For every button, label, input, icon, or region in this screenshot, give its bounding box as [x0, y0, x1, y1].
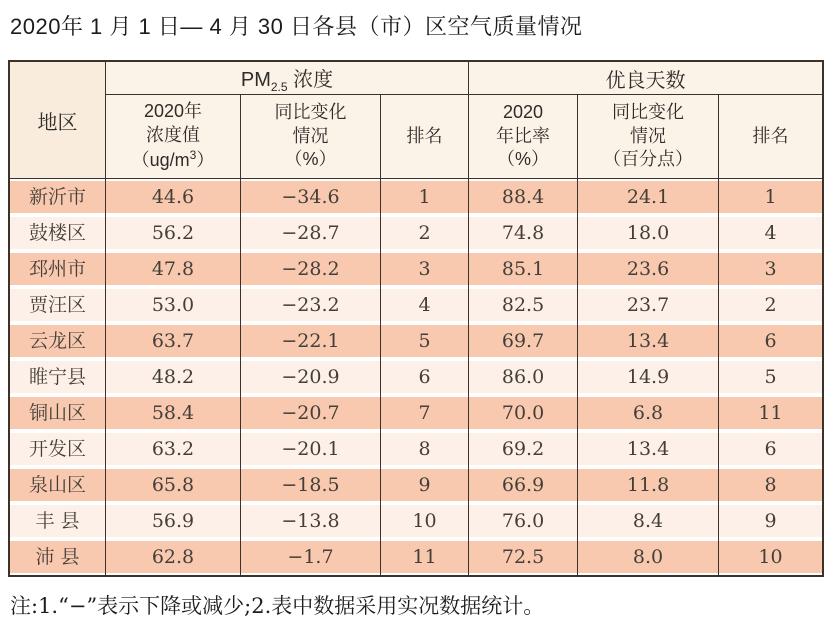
pm25-change-cell [240, 395, 380, 431]
pm25-rank-value: 7 [381, 397, 468, 429]
days-rank-cell [718, 179, 822, 215]
pm25-change-value: −1.7 [241, 541, 380, 573]
pm25-rank-value: 10 [381, 505, 468, 537]
pm25-conc-value: 56.2 [106, 217, 240, 249]
pm25-conc-cell [105, 215, 240, 251]
pm25-rank-cell [380, 251, 468, 287]
header-conc-2020 [105, 95, 240, 179]
days-rank-cell [718, 287, 822, 323]
days-rank-value: 6 [719, 325, 822, 357]
days-change-cell [577, 431, 718, 467]
table-row [10, 431, 822, 467]
region-value: 丰 县 [10, 505, 105, 537]
header-conc-change [240, 95, 380, 179]
pm25-change-value: −20.9 [241, 361, 380, 393]
days-change-cell [577, 179, 718, 215]
table-row [10, 179, 822, 215]
pm25-rank-value: 5 [381, 325, 468, 357]
pm25-conc-value: 63.7 [106, 325, 240, 357]
days-rank-value: 11 [719, 397, 822, 429]
days-change-value: 18.0 [578, 217, 718, 249]
pm25-conc-value: 48.2 [106, 361, 240, 393]
days-change-value: 23.7 [578, 289, 718, 321]
pm25-change-cell [240, 467, 380, 503]
region-value: 新沂市 [10, 181, 105, 213]
pm25-conc-cell [105, 179, 240, 215]
header-ratio-line2: 年比率 [496, 125, 551, 146]
pm25-label-prefix: PM [240, 68, 271, 91]
header-ratio-change-line2: 情况 [630, 125, 667, 146]
table-row [10, 359, 822, 395]
region-value: 睢宁县 [10, 361, 105, 393]
page-title: 2020年 1 月 1 日— 4 月 30 日各县（市）区空气质量情况 [10, 14, 583, 39]
days-change-cell [577, 539, 718, 575]
days-change-cell [577, 359, 718, 395]
region-value: 泉山区 [10, 469, 105, 501]
days-ratio-value: 69.7 [469, 325, 577, 357]
pm25-change-value: −18.5 [241, 469, 380, 501]
days-ratio-cell [468, 539, 577, 575]
region-value: 铜山区 [10, 397, 105, 429]
pm25-change-value: −20.1 [241, 433, 380, 465]
days-rank-cell [718, 323, 822, 359]
pm25-rank-cell [380, 467, 468, 503]
pm25-rank-cell [380, 287, 468, 323]
pm25-conc-value: 62.8 [106, 541, 240, 573]
days-rank-value: 2 [719, 289, 822, 321]
pm25-rank-value: 3 [381, 253, 468, 285]
pm25-rank-value: 8 [381, 433, 468, 465]
days-ratio-value: 66.9 [469, 469, 577, 501]
days-change-value: 14.9 [578, 361, 718, 393]
air-quality-table [8, 60, 824, 577]
pm25-rank-cell [380, 359, 468, 395]
pm25-change-cell [240, 539, 380, 575]
pm25-rank-value: 4 [381, 289, 468, 321]
pm25-rank-value: 11 [381, 541, 468, 573]
pm25-rank-value: 6 [381, 361, 468, 393]
days-rank-value: 8 [719, 469, 822, 501]
region-cell [10, 503, 105, 539]
header-conc-change-line2: 情况 [292, 125, 329, 146]
days-ratio-value: 76.0 [469, 505, 577, 537]
table-row [10, 215, 822, 251]
pm25-conc-value: 47.8 [106, 253, 240, 285]
region-value: 邳州市 [10, 253, 105, 285]
pm25-conc-cell [105, 503, 240, 539]
pm25-rank-cell [380, 539, 468, 575]
pm25-rank-cell [380, 431, 468, 467]
days-change-cell [577, 323, 718, 359]
days-ratio-value: 69.2 [469, 433, 577, 465]
region-cell [10, 431, 105, 467]
days-change-cell [577, 251, 718, 287]
days-rank-value: 9 [719, 505, 822, 537]
pm25-change-value: −13.8 [241, 505, 380, 537]
table-row [10, 395, 822, 431]
region-cell [10, 467, 105, 503]
pm25-conc-value: 63.2 [106, 433, 240, 465]
pm25-conc-value: 58.4 [106, 397, 240, 429]
region-value: 贾汪区 [10, 289, 105, 321]
header-rank-pm25: 排名 [380, 95, 468, 179]
days-change-value: 8.0 [578, 541, 718, 573]
pm25-change-cell [240, 359, 380, 395]
days-ratio-value: 74.8 [469, 217, 577, 249]
header-conc-unit: $(ug/m^3)$ [131, 147, 215, 170]
pm25-rank-cell [380, 179, 468, 215]
header-rank-days: 排名 [718, 95, 822, 179]
pm25-rank-value: 9 [381, 469, 468, 501]
pm25-change-cell [240, 251, 380, 287]
region-cell [10, 395, 105, 431]
header-group-pm25 [105, 62, 468, 95]
days-ratio-value: 70.0 [469, 397, 577, 429]
days-change-value: 13.4 [578, 325, 718, 357]
pm25-conc-cell [105, 539, 240, 575]
pm25-rank-cell [380, 503, 468, 539]
header-region: 地区 [10, 62, 105, 179]
pm25-subscript: 2.5 [270, 79, 288, 94]
days-change-value: 24.1 [578, 181, 718, 213]
days-rank-cell [718, 503, 822, 539]
days-ratio-value: 82.5 [469, 289, 577, 321]
days-ratio-value: 88.4 [469, 181, 577, 213]
pm25-change-cell [240, 215, 380, 251]
pm25-rank-cell [380, 215, 468, 251]
days-rank-cell [718, 251, 822, 287]
region-cell [10, 359, 105, 395]
pm25-change-value: −28.7 [241, 217, 380, 249]
pm25-conc-cell [105, 287, 240, 323]
pm25-conc-value: 53.0 [106, 289, 240, 321]
days-rank-cell [718, 539, 822, 575]
table-row [10, 323, 822, 359]
table-row [10, 539, 822, 575]
pm25-change-value: −34.6 [241, 181, 380, 213]
header-conc-line1: 2020年 [143, 101, 203, 122]
region-cell [10, 251, 105, 287]
days-rank-value: 4 [719, 217, 822, 249]
table-row [10, 503, 822, 539]
header-ratio-change [577, 95, 718, 179]
days-ratio-cell [468, 287, 577, 323]
days-ratio-cell [468, 503, 577, 539]
pm25-conc-cell [105, 395, 240, 431]
days-rank-value: 3 [719, 253, 822, 285]
days-rank-cell [718, 215, 822, 251]
pm25-change-value: −28.2 [241, 253, 380, 285]
days-rank-value: 10 [719, 541, 822, 573]
days-ratio-cell [468, 395, 577, 431]
region-cell [10, 539, 105, 575]
days-change-value: 23.6 [578, 253, 718, 285]
days-rank-cell [718, 431, 822, 467]
days-change-value: 11.8 [578, 469, 718, 501]
days-rank-cell [718, 359, 822, 395]
region-value: 鼓楼区 [10, 217, 105, 249]
days-change-cell [577, 287, 718, 323]
days-rank-cell [718, 395, 822, 431]
header-conc-change-unit: （%） [284, 149, 337, 170]
pm25-label-suffix: 浓度 [287, 68, 334, 91]
pm25-change-cell [240, 503, 380, 539]
pm25-change-cell [240, 431, 380, 467]
days-change-value: 8.4 [578, 505, 718, 537]
table-row [10, 467, 822, 503]
table-row [10, 287, 822, 323]
days-rank-value: 1 [719, 181, 822, 213]
pm25-rank-value: 1 [381, 181, 468, 213]
cubic-superscript: 3 [189, 147, 197, 162]
header-ratio-2020 [468, 95, 577, 179]
header-group-good-days: 优良天数 [468, 62, 822, 95]
days-change-cell [577, 395, 718, 431]
days-rank-value: 5 [719, 361, 822, 393]
region-value: 沛 县 [10, 541, 105, 573]
days-ratio-cell [468, 179, 577, 215]
pm25-conc-cell [105, 359, 240, 395]
days-change-cell [577, 467, 718, 503]
days-change-value: 6.8 [578, 397, 718, 429]
days-change-cell [577, 503, 718, 539]
header-ratio-unit: （%） [497, 149, 550, 170]
pm25-conc-cell [105, 431, 240, 467]
pm25-rank-cell [380, 323, 468, 359]
header-ratio-line1: 2020 [502, 101, 544, 122]
region-value: 开发区 [10, 433, 105, 465]
pm25-change-cell [240, 323, 380, 359]
region-cell [10, 179, 105, 215]
days-ratio-cell [468, 467, 577, 503]
pm25-conc-value: 65.8 [106, 469, 240, 501]
days-ratio-cell [468, 323, 577, 359]
days-ratio-cell [468, 251, 577, 287]
header-conc-line2: 浓度值 [146, 125, 200, 146]
pm25-change-value: −22.1 [241, 325, 380, 357]
pm25-change-cell [240, 287, 380, 323]
pm25-rank-value: 2 [381, 217, 468, 249]
pm25-change-value: −23.2 [241, 289, 380, 321]
days-change-cell [577, 215, 718, 251]
days-rank-cell [718, 467, 822, 503]
days-change-value: 13.4 [578, 433, 718, 465]
region-cell [10, 287, 105, 323]
pm25-conc-value: 56.9 [106, 505, 240, 537]
days-ratio-value: 72.5 [469, 541, 577, 573]
days-ratio-cell [468, 215, 577, 251]
pm25-rank-cell [380, 395, 468, 431]
pm25-change-value: −20.7 [241, 397, 380, 429]
pm25-conc-cell [105, 323, 240, 359]
days-rank-value: 6 [719, 433, 822, 465]
days-ratio-value: 86.0 [469, 361, 577, 393]
pm25-change-cell [240, 179, 380, 215]
pm25-conc-cell [105, 251, 240, 287]
days-ratio-cell [468, 431, 577, 467]
footnote: 注:1.“−”表示下降或减少;2.表中数据采用实况数据统计。 [10, 594, 545, 618]
pm25-conc-cell [105, 467, 240, 503]
region-value: 云龙区 [10, 325, 105, 357]
pm25-conc-value: 44.6 [106, 181, 240, 213]
table-row [10, 251, 822, 287]
region-cell [10, 215, 105, 251]
days-ratio-cell [468, 359, 577, 395]
header-ratio-change-line1: 同比变化 [612, 101, 685, 122]
region-cell [10, 323, 105, 359]
header-conc-change-line1: 同比变化 [274, 101, 347, 122]
days-ratio-value: 85.1 [469, 253, 577, 285]
header-ratio-change-unit: （百分点） [603, 149, 694, 170]
